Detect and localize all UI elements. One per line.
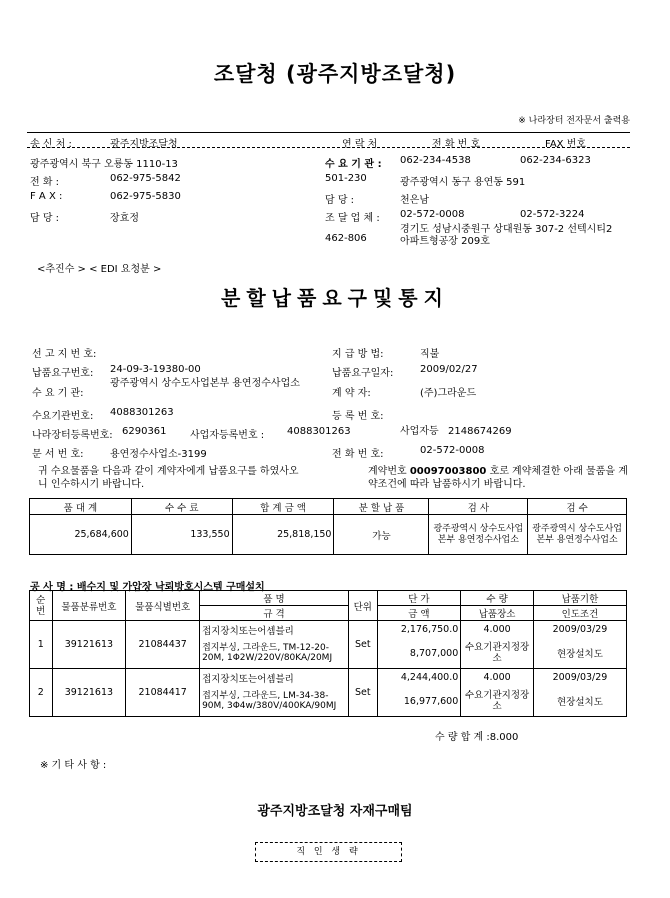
sender-fax: 062-975-5830 xyxy=(110,191,181,202)
info-label: 수요기관번호: xyxy=(32,411,94,422)
item-name: 접지장치또는어셈블리 xyxy=(200,669,349,687)
sender-address: 광주광역시 북구 오룡동 1110-13 xyxy=(30,159,178,170)
col-amount: 금 액 xyxy=(377,606,461,621)
info-label: 사업자등 xyxy=(400,426,439,437)
demand-phone: 062-234-4538 xyxy=(400,155,471,166)
col-spec: 규 격 xyxy=(200,606,349,621)
demand-fax: 062-234-6323 xyxy=(520,155,591,166)
table-row xyxy=(30,621,627,639)
phone-col-header: 전 화 번 호 xyxy=(432,139,481,150)
divider xyxy=(27,132,630,133)
vendor-phone: 02-572-0008 xyxy=(400,209,465,220)
issuer-footer: 광주지방조달청 자재구매팀 xyxy=(257,804,413,819)
item-amount: 8,707,000 xyxy=(377,639,461,669)
fee: 133,550 xyxy=(131,515,232,555)
summary-header: 품 대 계 xyxy=(30,499,132,515)
info-label: 지 급 방 법: xyxy=(332,349,384,360)
info-label: 선 고 지 번 호: xyxy=(32,349,97,360)
col-terms: 인도조건 xyxy=(533,606,626,621)
biz-reg-number: 4088301263 xyxy=(287,426,351,437)
contractor: (주)그라운드 xyxy=(420,388,477,399)
notice-right-suffix: 호로 계약체결한 아래 물품을 계약조건에 따라 납품하시기 바랍니다. xyxy=(368,466,628,490)
item-place: 수요기관지정장소 xyxy=(461,687,534,717)
item-terms: 현장설치도 xyxy=(533,639,626,669)
item-name: 접지장치또는어셈블리 xyxy=(200,621,349,639)
notice-left: 귀 수요물품을 다음과 같이 계약자에게 납품요구를 하였사오니 인수하시기 바랍니다. xyxy=(38,466,299,490)
contractor-phone: 02-572-0008 xyxy=(420,445,485,456)
col-deadline: 납품기한 xyxy=(533,591,626,606)
item-deadline: 2009/03/29 xyxy=(533,621,626,639)
acceptance: 광주광역시 상수도사업본부 용연정수사업소 xyxy=(528,515,627,555)
sender-phone: 062-975-5842 xyxy=(110,173,181,184)
summary-header: 수 수 료 xyxy=(131,499,232,515)
item-price: 2,176,750.0 xyxy=(377,621,461,639)
col-id-no: 물품식별번호 xyxy=(126,591,200,621)
item-id-no: 21084417 xyxy=(126,669,200,717)
info-label: 수 요 기 관: xyxy=(32,388,84,399)
order-number: 24-09-3-19380-00 xyxy=(110,364,201,375)
order-date: 2009/02/27 xyxy=(420,364,478,375)
item-spec: 접지부싱, 그라운드, LM-34-38-90M, 3Φ4w/380V/400KA/90MJ xyxy=(200,687,349,717)
summary-header: 합 계 금 액 xyxy=(232,499,334,515)
col-class-no: 물품분류번호 xyxy=(52,591,126,621)
item-deadline: 2009/03/29 xyxy=(533,669,626,687)
inspection: 광주광역시 상수도사업본부 용연정수사업소 xyxy=(429,515,528,555)
doc-title: 분할납품요구및통지 xyxy=(221,286,449,310)
summary-table xyxy=(29,498,627,555)
item-qty: 4.000 xyxy=(461,621,534,639)
info-label: 등 록 번 호: xyxy=(332,411,384,422)
items-table xyxy=(29,590,627,717)
fax-col-header: FAX 번호 xyxy=(545,139,587,150)
summary-header: 검 사 xyxy=(429,499,528,515)
col-seq: 순 번 xyxy=(30,591,53,621)
registration-number: 6290361 xyxy=(122,426,167,437)
info-label: 문 서 번 호: xyxy=(32,449,84,460)
item-amount: 16,977,600 xyxy=(377,687,461,717)
table-row xyxy=(30,669,627,687)
contract-number: 00097003800 xyxy=(409,466,487,477)
sender-phone-label: 전 화 : xyxy=(30,177,60,188)
col-place: 납품장소 xyxy=(461,606,534,621)
demand-manager: 천은남 xyxy=(400,195,429,206)
item-unit: Set xyxy=(349,621,378,669)
total-goods: 25,684,600 xyxy=(30,515,132,555)
info-label: 납품요구일자: xyxy=(332,368,394,379)
item-class-no: 39121613 xyxy=(52,621,126,669)
vendor-label: 조 달 업 체 : xyxy=(325,213,380,224)
sender-header-value: 광주지방조달청 xyxy=(110,139,178,150)
biz-reg-label: 사업자등록번호 : xyxy=(190,430,265,441)
info-label: 납품요구번호: xyxy=(32,368,94,379)
other-notes: ※ 기 타 사 항 : xyxy=(40,760,107,771)
agency-number: 4088301263 xyxy=(110,407,174,418)
document-number: 용연정수사업소-3199 xyxy=(110,449,207,460)
payment-method: 직불 xyxy=(420,349,440,360)
print-note: ※ 나라장터 전자문서 출력용 xyxy=(518,116,630,126)
vendor-postal: 462-806 xyxy=(325,233,367,244)
seal-omitted-stamp: 직 인 생 략 xyxy=(255,842,402,862)
item-class-no: 39121613 xyxy=(52,669,126,717)
info-label: 계 약 자: xyxy=(332,388,371,399)
col-qty: 수 량 xyxy=(461,591,534,606)
info-label: 나라장터등록번호: xyxy=(32,430,113,441)
summary-header: 검 수 xyxy=(528,499,627,515)
demand-agency: 광주광역시 상수도사업본부 용연정수사업소 xyxy=(110,378,300,389)
document-title: 조달청 (광주지방조달청) xyxy=(213,62,457,86)
demand-address: 광주광역시 동구 용연동 591 xyxy=(400,177,526,188)
col-price: 단 가 xyxy=(377,591,461,606)
item-terms: 현장설치도 xyxy=(533,687,626,717)
sender-manager-label: 담 당 : xyxy=(30,213,60,224)
demand-agency-label: 수 요 기 관 : xyxy=(325,159,382,170)
vendor-address: 경기도 성남시중원구 상대원동 307-2 선텍시티2 아파트형공장 209호 xyxy=(400,224,613,247)
demand-postal: 501-230 xyxy=(325,173,367,184)
item-id-no: 21084437 xyxy=(126,621,200,669)
demand-manager-label: 담 당 : xyxy=(325,195,355,206)
notice-right-prefix: 계약번호 xyxy=(368,466,407,477)
item-seq: 2 xyxy=(30,669,53,717)
item-qty: 4.000 xyxy=(461,669,534,687)
info-label: 전 화 번 호: xyxy=(332,449,384,460)
project-name: 공 사 명 : 배수지 및 가압장 낙뢰방호시스템 구매설치 xyxy=(30,582,265,593)
contact-col-header: 연 락 처 xyxy=(342,139,378,150)
summary-header: 분 할 납 품 xyxy=(334,499,429,515)
split-delivery: 가능 xyxy=(334,515,429,555)
sender-fax-label: F A X : xyxy=(30,191,63,202)
col-name: 품 명 xyxy=(200,591,349,606)
breadcrumb: <추진수 > < EDI 요청분 > xyxy=(37,264,162,275)
total-amount: 25,818,150 xyxy=(232,515,334,555)
item-spec: 접지부싱, 그라운드, TM-12-20-20M, 1Φ2W/220V/80KA/20MJ xyxy=(200,639,349,669)
col-unit: 단위 xyxy=(349,591,378,621)
item-place: 수요기관지정장소 xyxy=(461,639,534,669)
item-seq: 1 xyxy=(30,621,53,669)
vendor-fax: 02-572-3224 xyxy=(520,209,585,220)
item-unit: Set xyxy=(349,669,378,717)
sender-manager: 장효정 xyxy=(110,213,139,224)
contractor-biz-number: 2148674269 xyxy=(448,426,512,437)
qty-total: 수 량 합 계 :8.000 xyxy=(435,732,519,743)
notice-right xyxy=(368,465,633,491)
sender-header-label: 송 신 처 : xyxy=(30,139,72,150)
item-price: 4,244,400.0 xyxy=(377,669,461,687)
